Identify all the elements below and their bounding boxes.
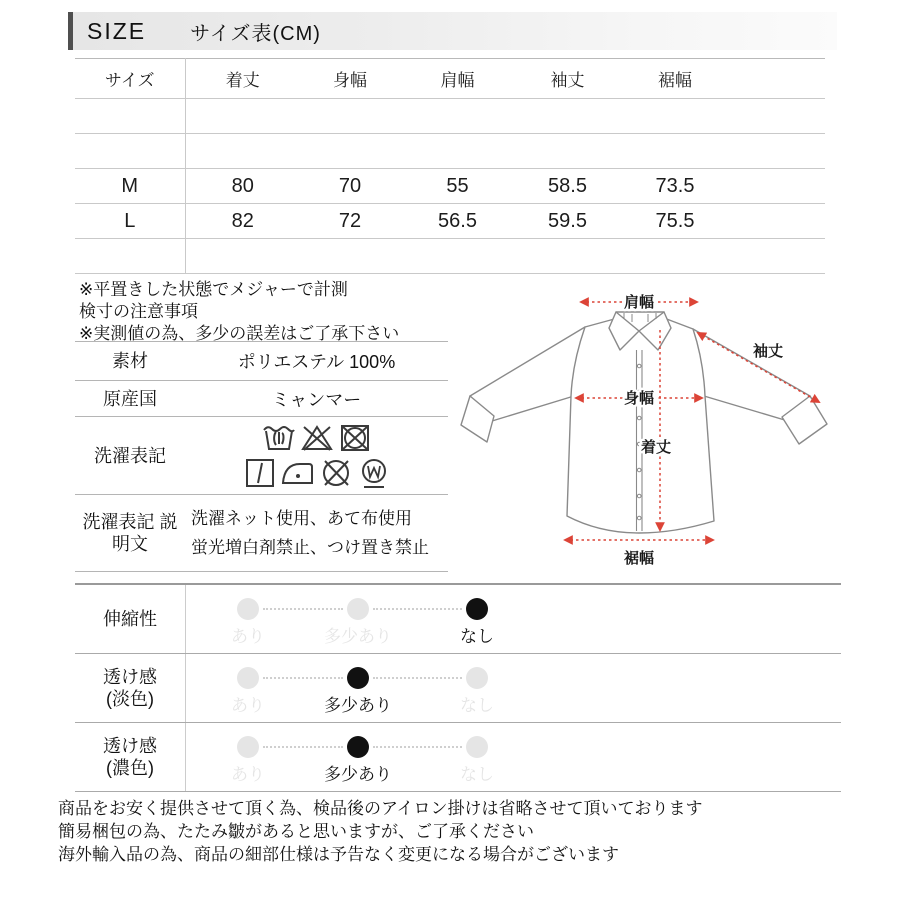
wash-desc-line: 蛍光増白剤禁止、つけ置き禁止 [191, 538, 429, 557]
footer-notes [58, 797, 858, 866]
property-label-line1: 伸縮性 [103, 609, 157, 629]
value-cell: 55 [400, 169, 515, 204]
no-bleach-icon [299, 421, 335, 455]
value-cell: 59.5 [515, 204, 620, 239]
empty-cell [515, 99, 620, 134]
property-row [75, 585, 841, 654]
hand-wash-icon [261, 421, 297, 455]
wash-icons-row-2 [242, 456, 392, 490]
property-label-line2: (濃色) [106, 758, 154, 778]
dot-connector [263, 677, 343, 679]
wash-desc-label-line1: 洗濯表記 [82, 512, 155, 532]
size-table-body [75, 59, 825, 274]
property-label-line1: 透け感 [103, 736, 157, 756]
no-dry-clean-icon [318, 456, 354, 490]
property-block [75, 583, 841, 792]
origin-row [75, 381, 448, 417]
size-cell: M [75, 169, 185, 204]
empty-cell [300, 134, 400, 169]
wash-desc-line: 洗濯ネット使用、あて布使用 [191, 509, 412, 528]
option-dot [237, 598, 259, 620]
size-table-empty-row [75, 99, 825, 134]
sleeve-length-label: 袖丈 [752, 343, 784, 360]
option-label: 多少あり [324, 696, 392, 715]
property-label [75, 585, 185, 653]
value-cell: 73.5 [620, 169, 730, 204]
spec-block [75, 342, 448, 572]
footer-note-line: 商品をお安く提供させて頂く為、検品後のアイロン掛けは省略させて頂いております [58, 799, 703, 818]
table-header-cell: 裾幅 [620, 59, 730, 99]
property-label-line2: (淡色) [106, 689, 154, 709]
size-table-empty-row [75, 239, 825, 274]
table-header-cell [730, 59, 825, 99]
property-label [75, 654, 185, 722]
size-table-empty-row [75, 134, 825, 169]
property-row [75, 723, 841, 792]
option-label: 多少あり [324, 627, 392, 646]
wash-icons-row-1 [261, 421, 373, 455]
empty-cell [75, 134, 185, 169]
material-row [75, 342, 448, 381]
empty-cell [300, 239, 400, 274]
page-title: サイズ表(CM) [190, 22, 321, 45]
empty-cell [730, 204, 825, 239]
empty-cell [515, 239, 620, 274]
drip-dry-icon [242, 456, 278, 490]
wash-label: 洗濯表記 [94, 445, 166, 466]
value-cell: 82 [185, 204, 300, 239]
property-row [75, 654, 841, 723]
empty-cell [185, 99, 300, 134]
option-dot [237, 667, 259, 689]
option-dot [347, 667, 369, 689]
origin-value: ミャンマー [271, 389, 362, 410]
size-table-header-row [75, 59, 825, 99]
wash-desc-value [185, 504, 448, 562]
option-dot [466, 736, 488, 758]
section-header [68, 12, 837, 50]
empty-cell [620, 99, 730, 134]
option-label: なし [460, 765, 494, 784]
empty-cell [300, 99, 400, 134]
table-header-cell: 肩幅 [400, 59, 515, 99]
dot-connector [263, 608, 343, 610]
note-line: 検寸の注意事項 [79, 302, 198, 321]
wash-desc-label-line2: 説明文 [112, 512, 178, 554]
option-label: なし [460, 627, 494, 646]
size-table [75, 58, 825, 274]
property-scale [185, 585, 841, 653]
footer-note-line: 海外輸入品の為、商品の細部仕様は予告なく変更になる場合がございます [58, 845, 619, 864]
property-label [75, 723, 185, 791]
table-header-cell: 身幅 [300, 59, 400, 99]
shirt-diagram [458, 278, 848, 578]
wash-icons [185, 421, 448, 490]
measure-notes [75, 276, 448, 342]
value-cell: 58.5 [515, 169, 620, 204]
value-cell: 80 [185, 169, 300, 204]
value-cell: 72 [300, 204, 400, 239]
empty-cell [185, 239, 300, 274]
property-label-line1: 透け感 [103, 667, 157, 687]
empty-cell [400, 134, 515, 169]
material-label: 素材 [112, 351, 148, 371]
origin-label: 原産国 [103, 388, 157, 409]
dot-connector [373, 746, 462, 748]
size-cell: L [75, 204, 185, 239]
empty-cell [75, 99, 185, 134]
table-header-cell: 着丈 [185, 59, 300, 99]
empty-cell [75, 239, 185, 274]
dot-connector [373, 677, 462, 679]
option-dot [237, 736, 259, 758]
dot-connector [263, 746, 343, 748]
empty-cell [730, 239, 825, 274]
iron-low-icon [280, 456, 316, 490]
wash-desc-row [75, 495, 448, 572]
material-value: ポリエステル 100% [237, 352, 396, 372]
empty-cell [730, 169, 825, 204]
empty-cell [400, 99, 515, 134]
empty-cell [730, 134, 825, 169]
hem-width-label: 裾幅 [623, 550, 655, 567]
property-scale [185, 723, 841, 791]
note-line: ※実測値の為、多少の誤差はご了承下さい [79, 324, 400, 343]
option-dot [347, 736, 369, 758]
size-table-row [75, 204, 825, 239]
option-dot [466, 598, 488, 620]
length-label: 着丈 [640, 439, 672, 456]
empty-cell [620, 239, 730, 274]
table-header-cell: 袖丈 [515, 59, 620, 99]
wash-desc-label [75, 511, 185, 555]
size-badge: SIZE [87, 17, 147, 44]
empty-cell [515, 134, 620, 169]
footer-note-line: 簡易梱包の為、たたみ皺があると思いますが、ご了承ください [58, 822, 534, 841]
option-label: なし [460, 696, 494, 715]
empty-cell [730, 99, 825, 134]
no-tumble-dry-icon [337, 421, 373, 455]
dot-connector [373, 608, 462, 610]
value-cell: 56.5 [400, 204, 515, 239]
option-label: あり [231, 765, 265, 784]
size-table-row [75, 169, 825, 204]
shoulder-width-label: 肩幅 [623, 294, 655, 311]
wet-clean-icon [356, 456, 392, 490]
value-cell: 70 [300, 169, 400, 204]
option-dot [347, 598, 369, 620]
option-dot [466, 667, 488, 689]
note-line: ※平置きした状態でメジャーで計測 [79, 280, 348, 299]
empty-cell [620, 134, 730, 169]
empty-cell [185, 134, 300, 169]
empty-cell [400, 239, 515, 274]
body-width-label: 身幅 [623, 390, 655, 407]
table-header-cell: サイズ [75, 59, 185, 99]
option-label: 多少あり [324, 765, 392, 784]
option-label: あり [231, 696, 265, 715]
wash-row [75, 417, 448, 495]
property-scale [185, 654, 841, 722]
value-cell: 75.5 [620, 204, 730, 239]
option-label: あり [231, 627, 265, 646]
